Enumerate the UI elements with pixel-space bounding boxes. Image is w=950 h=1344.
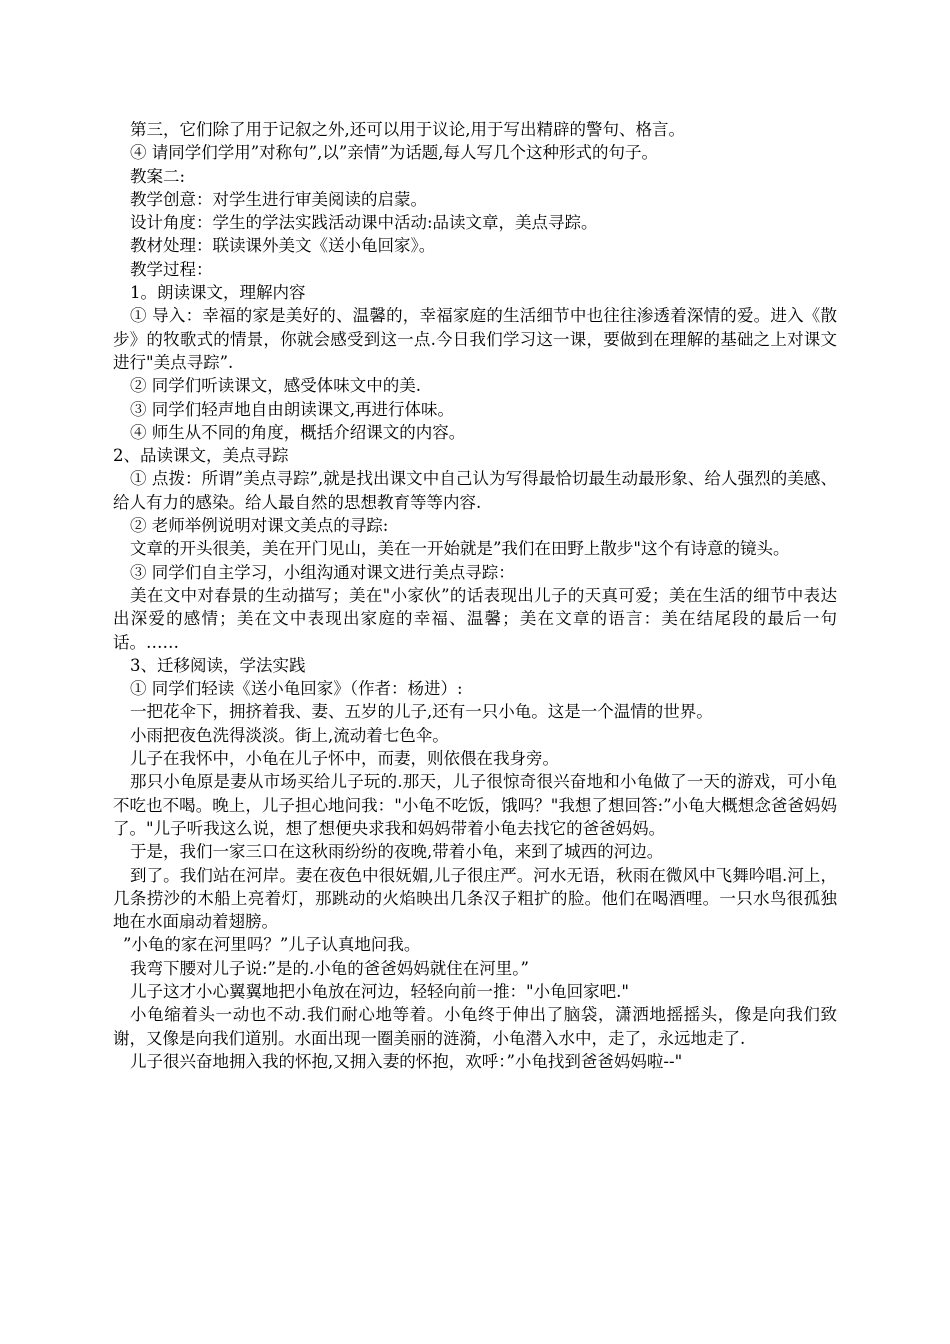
paragraph: 小龟缩着头一动也不动.我们耐心地等着。小龟终于伸出了脑袋，潇洒地摇摇头，像是向我们致谢，又像是向我们道别。水面出现一圈美丽的涟漪，小龟潜入水中，走了，永远地走了. bbox=[113, 1005, 837, 1048]
paragraph: 教学过程： bbox=[130, 259, 213, 279]
paragraph: ② 老师举例说明对课文美点的寻踪: bbox=[130, 516, 389, 536]
paragraph: 到了。我们站在河岸。妻在夜色中很妩媚,儿子很庄严。河水无语，秋雨在微风中飞舞吟唱.河上，几条捞沙的木船上亮着灯，那跳动的火焰映出几条汉子粗扩的脸。他们在喝酒哩。一只水鸟很孤独地在水面扇动着翅膀。 bbox=[113, 865, 837, 932]
paragraph: 教材处理：联读课外美文《送小龟回家》。 bbox=[130, 236, 436, 256]
paragraph: ④ 师生从不同的角度，概括介绍课文的内容。 bbox=[130, 422, 466, 442]
paragraph: 那只小龟原是妻从市场买给儿子玩的.那天，儿子很惊奇很兴奋地和小龟做了一天的游戏，可小龟不吃也不喝。晚上，儿子担心地问我："小龟不吃饭，饿吗？"我想了想回答:”小龟大概想念爸爸妈妈了。"儿子听我这么说，想了想便央求我和妈妈带着小龟去找它的爸爸妈妈。 bbox=[113, 772, 837, 838]
paragraph: 2、品读课文，美点寻踪 bbox=[113, 446, 289, 466]
paragraph: ”小龟的家在河里吗？”儿子认真地问我。 bbox=[123, 935, 421, 955]
paragraph: 小雨把夜色洗得淡淡。街上,流动着七色伞。 bbox=[130, 725, 449, 745]
paragraph: 教案二: bbox=[130, 166, 186, 186]
paragraph: 教学创意：对学生进行审美阅读的启蒙。 bbox=[130, 189, 427, 209]
paragraph: 文章的开头很美，美在开门见山，美在一开始就是”我们在田野上散步"这个有诗意的镜头。 bbox=[130, 539, 790, 559]
paragraph: 我弯下腰对儿子说:”是的.小龟的爸爸妈妈就住在河里。” bbox=[130, 958, 529, 978]
paragraph: ④ 请同学们学用”对称句”,以”亲情”为话题,每人写几个这种形式的句子。 bbox=[130, 143, 658, 163]
paragraph: ① 同学们轻读《送小龟回家》（作者：杨进）: bbox=[130, 679, 463, 699]
paragraph: 儿子很兴奋地拥入我的怀抱,又拥入妻的怀抱，欢呼：”小龟找到爸爸妈妈啦--" bbox=[130, 1051, 683, 1071]
paragraph: ① 点拨：所谓”美点寻踪”,就是找出课文中自己认为写得最恰切最生动最形象、给人强烈的美感、给人有力的感染。给人最自然的思想教育等等内容. bbox=[113, 469, 837, 512]
paragraph: 一把花伞下，拥挤着我、妻、五岁的儿子,还有一只小龟。这是一个温情的世界。 bbox=[130, 702, 713, 722]
paragraph: 1。朗读课文，理解内容 bbox=[130, 283, 306, 303]
paragraph: ② 同学们听读课文，感受体味文中的美. bbox=[130, 376, 421, 396]
paragraph: 3、迁移阅读，学法实践 bbox=[130, 655, 306, 675]
paragraph: ① 导入：幸福的家是美好的、温馨的，幸福家庭的生活细节中也往往渗透着深情的爱。进入《散步》的牧歌式的情景，你就会感受到这一点.今日我们学习这一课，要做到在理解的基础之上对课文进行"美点寻踪”. bbox=[113, 306, 837, 372]
paragraph: 第三，它们除了用于记叙之外,还可以用于议论,用于写出精辟的警句、格言。 bbox=[130, 120, 685, 139]
paragraph: 儿子这才小心翼翼地把小龟放在河边，轻轻向前一推："小龟回家吧." bbox=[130, 981, 629, 1001]
paragraph: ③ 同学们轻声地自由朗读课文,再进行体味。 bbox=[130, 399, 454, 419]
paragraph: 于是，我们一家三口在这秋雨纷纷的夜晚,带着小龟，来到了城西的河边。 bbox=[130, 842, 664, 862]
paragraph: 美在文中对春景的生动描写；美在"小家伙”的话表现出儿子的天真可爱；美在生活的细节中表达出深爱的感情；美在文中表现出家庭的幸福、温馨；美在文章的语言：美在结尾段的最后一句话。…… bbox=[113, 585, 837, 652]
paragraph: 儿子在我怀中，小龟在儿子怀中，而妻，则依偎在我身旁。 bbox=[130, 749, 559, 769]
paragraph: ③ 同学们自主学习，小组沟通对课文进行美点寻踪： bbox=[130, 562, 515, 582]
paragraph: 设计角度：学生的学法实践活动课中活动:品读文章，美点寻踪。 bbox=[130, 213, 598, 233]
